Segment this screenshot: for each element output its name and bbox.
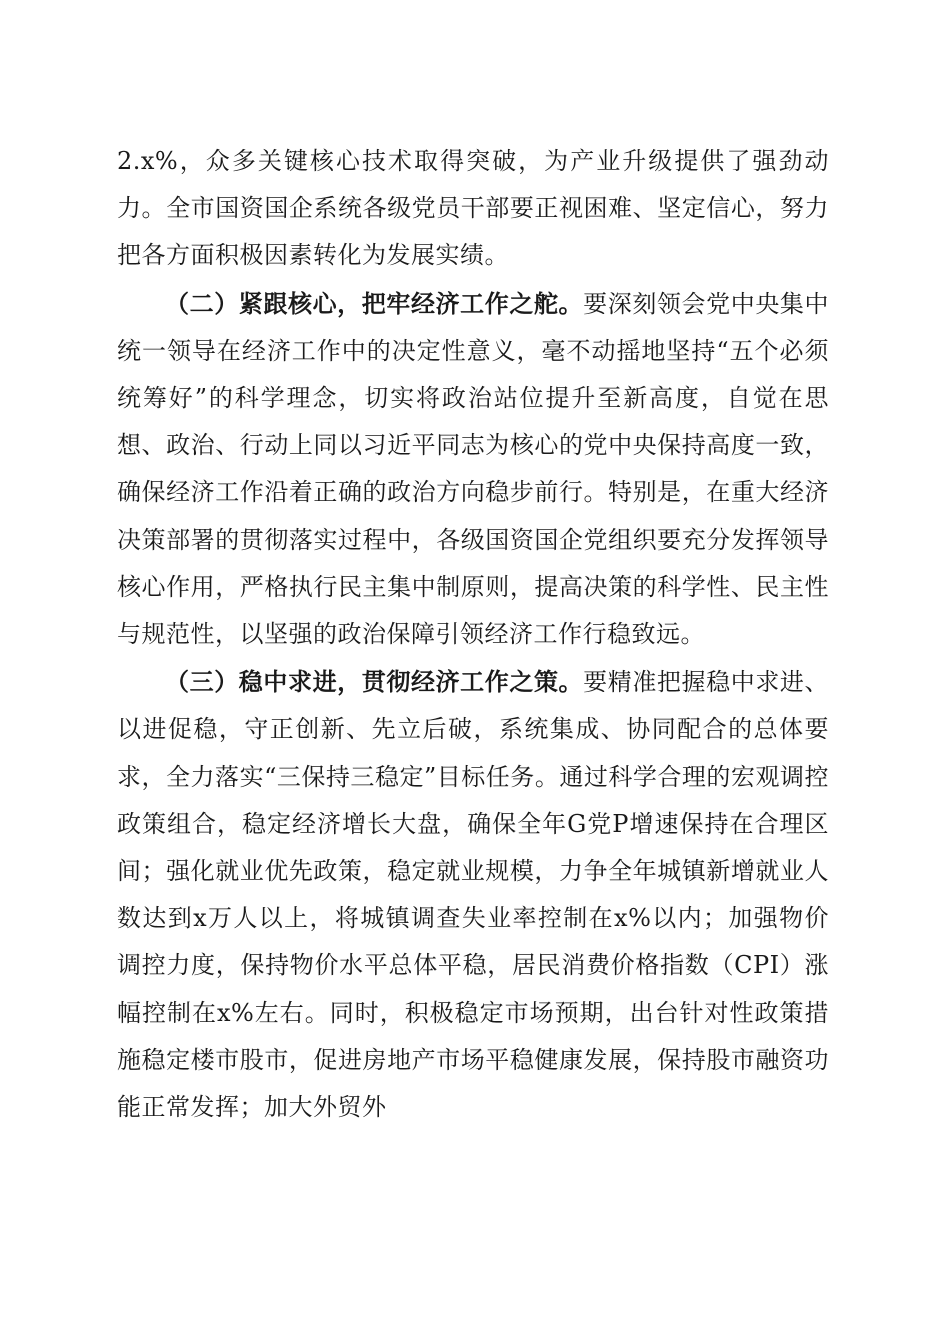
- section-heading: （二）紧跟核心，把牢经济工作之舵。: [165, 288, 584, 318]
- paragraph-text: 2.x%，众多关键核心技术取得突破，为产业升级提供了强劲动力。全市国资国企系统各级党员干部要正视困难、坚定信心，努力把各方面积极因素转化为发展实绩。: [117, 147, 829, 270]
- paragraph-text: 要精准把握稳中求进、以进促稳，守正创新、先立后破，系统集成、协同配合的总体要求，全力落实“三保持三稳定”目标任务。通过科学合理的宏观调控政策组合，稳定经济增长大盘，确保全年G党P增速保持在合理区间；强化就业优先政策，稳定就业规模，力争全年城镇新增就业人数达到x万人以上，将城镇调查失业率控制在x%以内；加强物价调控力度，保持物价水平总体平稳，居民消费价格指数（CPI）涨幅控制在x%左右。同时，积极稳定市场预期，出台针对性政策措施稳定楼市股市，促进房地产市场平稳健康发展，保持股市融资功能正常发挥；加大外贸外: [117, 668, 830, 1122]
- paragraph-section-2: [117, 280, 829, 659]
- paragraph-section-3: [117, 658, 829, 1131]
- paragraph-text: 要深刻领会党中央集中统一领导在经济工作中的决定性意义，毫不动摇地坚持“五个必须统筹好”的科学理念，切实将政治站位提升至新高度，自觉在思想、政治、行动上同以习近平同志为核心的党中央保持高度一致，确保经济工作沿着正确的政治方向稳步前行。特别是，在重大经济决策部署的贯彻落实过程中，各级国资国企党组织要充分发挥领导核心作用，严格执行民主集中制原则，提高决策的科学性、民主性与规范性，以坚强的政治保障引领经济工作行稳致远。: [117, 289, 830, 649]
- body-text: [117, 137, 829, 1131]
- paragraph-continuation: [117, 137, 829, 280]
- section-heading: （三）稳中求进，贯彻经济工作之策。: [165, 667, 584, 697]
